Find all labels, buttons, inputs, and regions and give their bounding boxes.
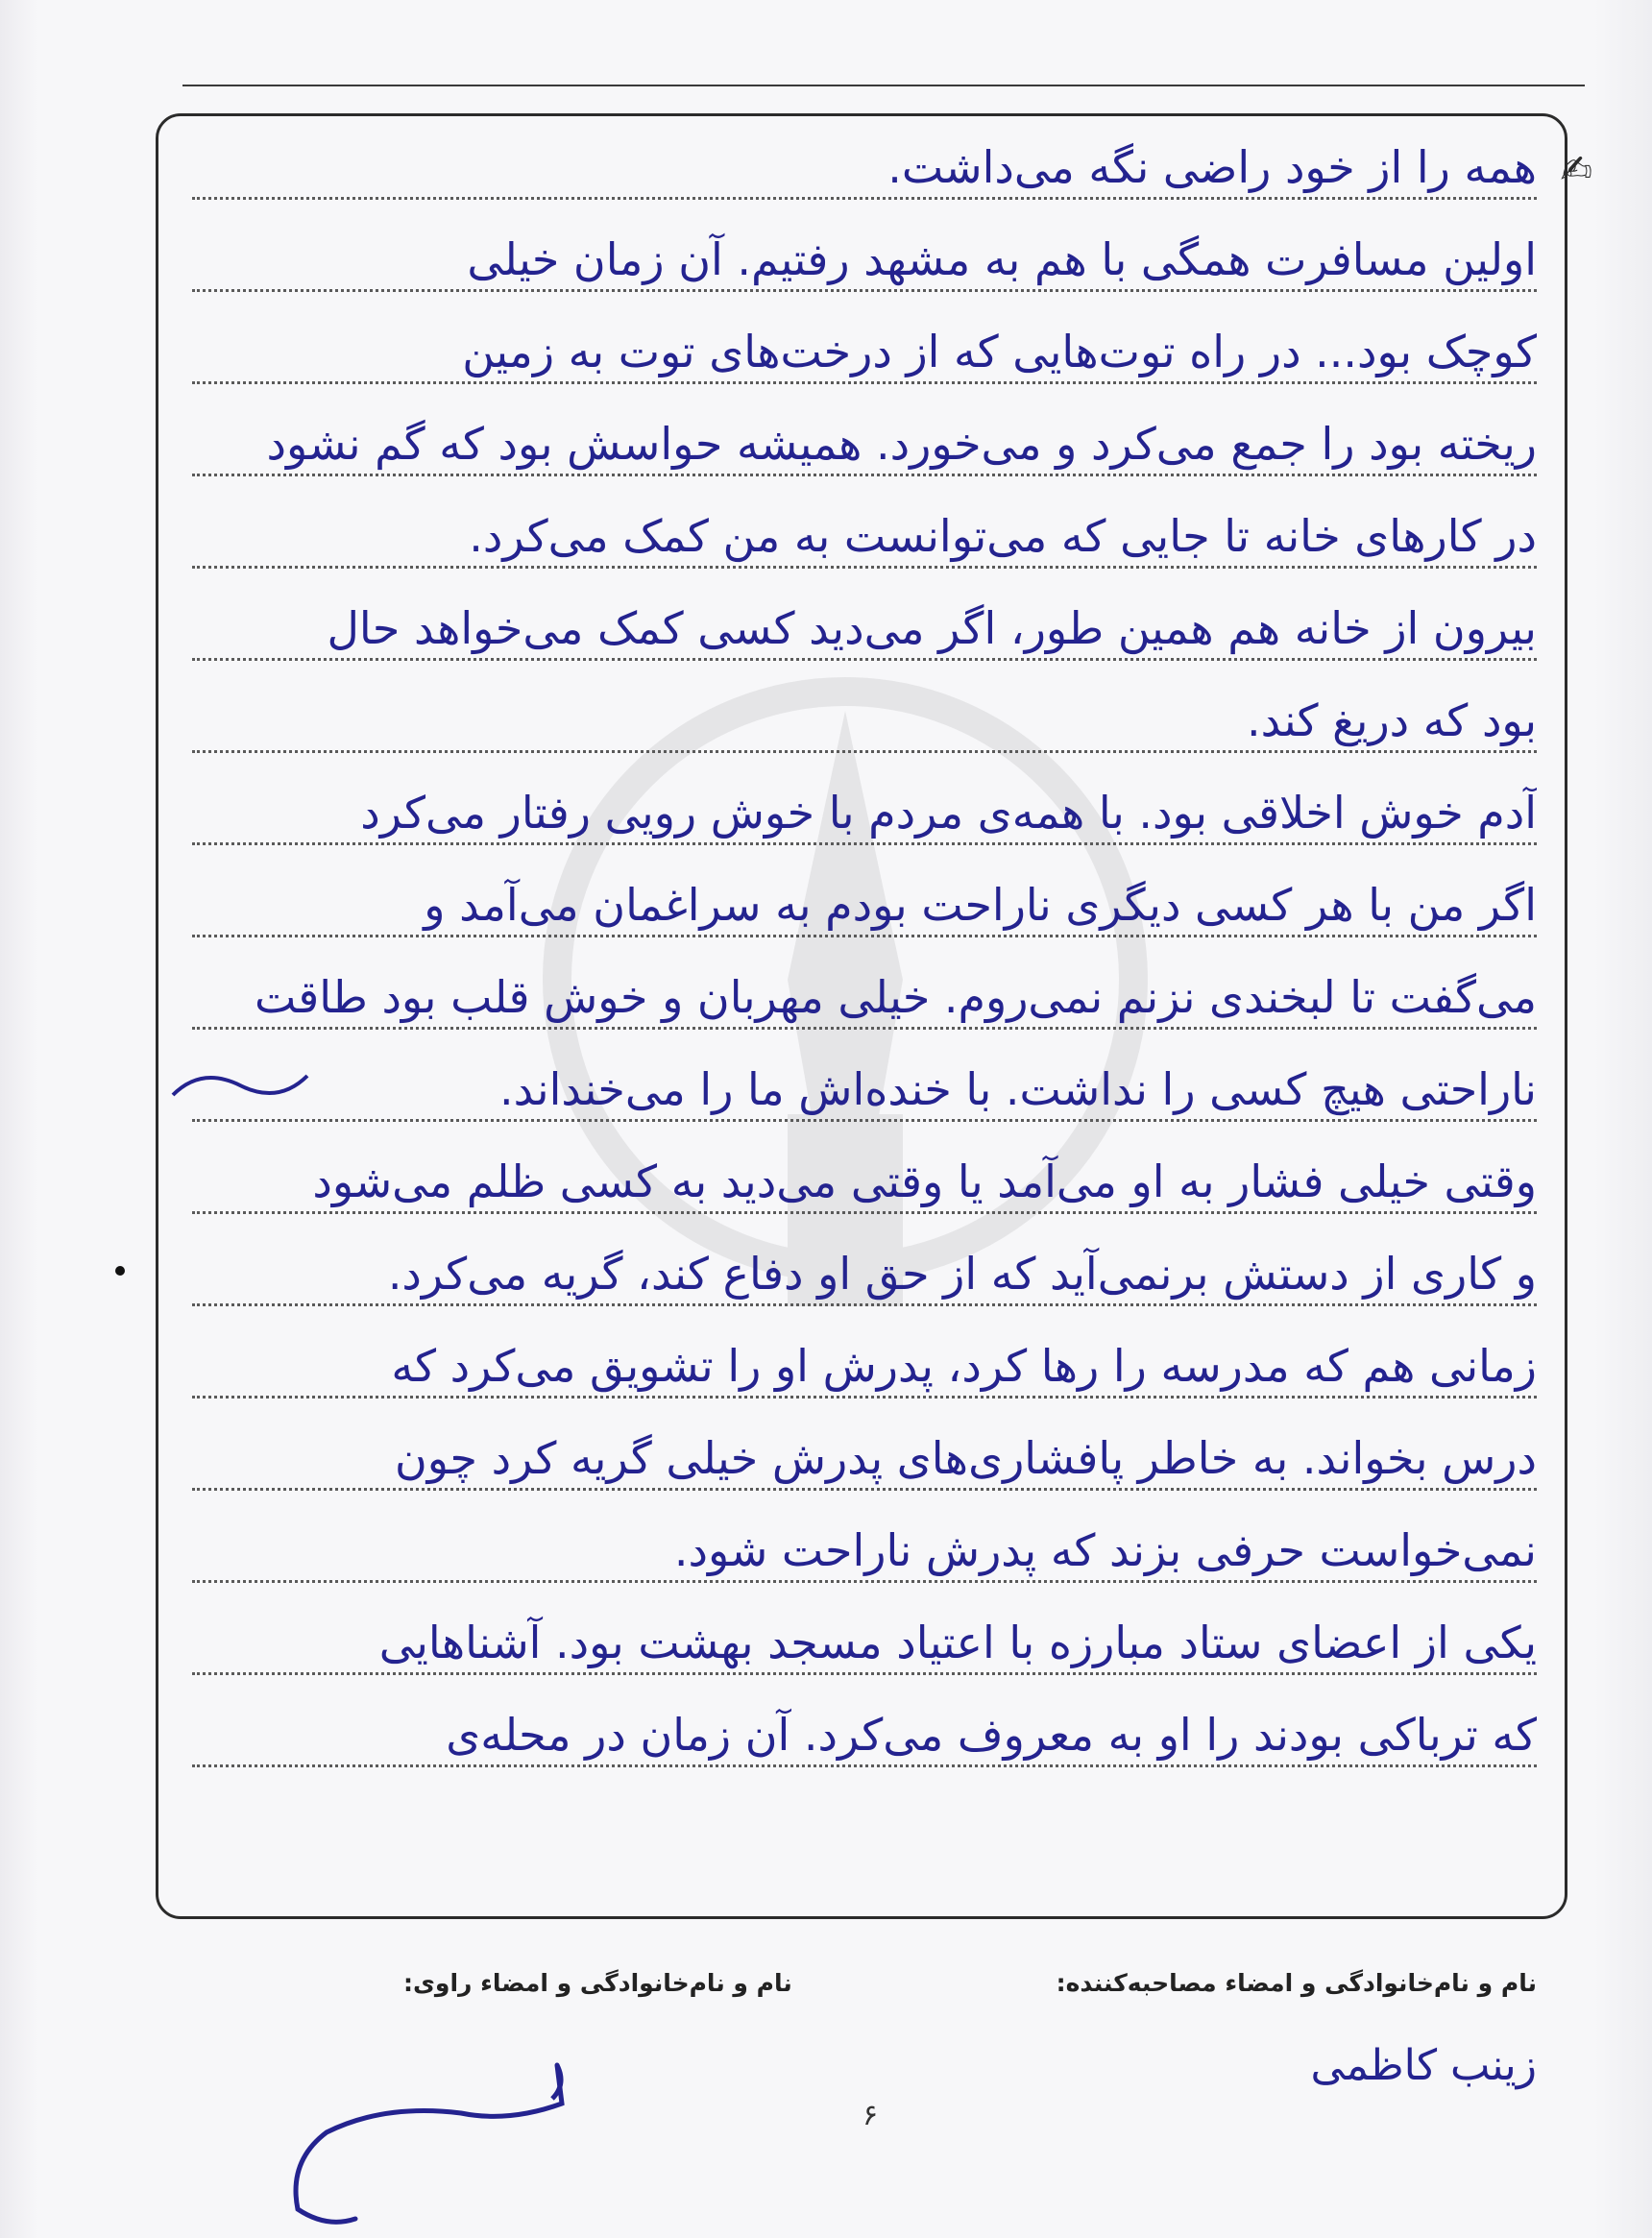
line-text: ریخته بود را جمع می‌کرد و می‌خورد. همیشه حواسش بود که گم نشود: [266, 418, 1537, 470]
text-line-1: [192, 115, 1592, 207]
text-line-14: [192, 1314, 1537, 1406]
top-rule: [182, 85, 1585, 86]
dotted-rule: [192, 658, 1537, 661]
dotted-rule: [192, 1119, 1537, 1122]
line-text: نمی‌خواست حرفی بزند که پدرش ناراحت شود.: [673, 1524, 1537, 1576]
margin-dot: [115, 1266, 125, 1276]
narrator-signature-label: نام و نام‌خانوادگی و امضاء راوی:: [403, 1969, 792, 1997]
dotted-rule: [192, 289, 1537, 292]
margin-scribble: [163, 1057, 317, 1114]
text-line-17: [192, 1591, 1537, 1683]
text-line-13: [192, 1222, 1537, 1314]
line-text: یکی از اعضای ستاد مبارزه با اعتیاد مسجد بهشت بود. آشناهایی: [378, 1617, 1537, 1668]
dotted-rule: [192, 566, 1537, 569]
dotted-rule: [192, 1764, 1537, 1767]
text-line-11: [192, 1037, 1537, 1130]
line-text: زمانی هم که مدرسه را رها کرد، پدرش او را تشویق می‌کرد که: [391, 1340, 1537, 1392]
dotted-rule: [192, 1027, 1537, 1030]
dotted-rule: [192, 935, 1537, 937]
line-text: در کارهای خانه تا جایی که می‌توانست به من کمک می‌کرد.: [469, 510, 1537, 562]
text-line-15: [192, 1406, 1537, 1498]
line-text: بیرون از خانه هم همین طور، اگر می‌دید کسی کمک می‌خواهد حال: [327, 602, 1537, 654]
handwritten-lines: [192, 115, 1592, 1921]
line-text: بود که دریغ کند.: [1246, 694, 1537, 746]
dotted-rule: [192, 1211, 1537, 1214]
page-number: ۶: [862, 2099, 879, 2132]
text-line-9: [192, 853, 1537, 945]
text-line-7: [192, 669, 1537, 761]
pencil-icon: ✍: [1560, 148, 1592, 192]
dotted-rule: [192, 197, 1537, 200]
dotted-rule: [192, 842, 1537, 845]
narrator-signature: [269, 2046, 615, 2238]
text-line-12: [192, 1130, 1537, 1222]
line-text: آدم خوش اخلاقی بود. با همه‌ی مردم با خوش رویی رفتار می‌کرد: [360, 787, 1537, 839]
interviewer-signature-name: زینب کاظمی: [1310, 2041, 1537, 2090]
text-line-6: [192, 576, 1537, 669]
text-line-18: [192, 1683, 1537, 1775]
dotted-rule: [192, 474, 1537, 476]
line-text: ناراحتی هیچ کسی را نداشت. با خنده‌اش ما را می‌خنداند.: [499, 1063, 1537, 1115]
text-line-8: [192, 761, 1537, 853]
text-line-3: [192, 300, 1537, 392]
line-text: می‌گفت تا لبخندی نزنم نمی‌روم. خیلی مهربان و خوش قلب بود طاقت: [255, 971, 1537, 1023]
text-line-4: [192, 392, 1537, 484]
dotted-rule: [192, 1303, 1537, 1306]
text-line-5: [192, 484, 1537, 576]
text-line-16: [192, 1498, 1537, 1591]
line-text: کوچک بود... در راه توت‌هایی که از درخت‌های توت به زمین: [462, 326, 1537, 377]
line-text: که ترباکی بودند را او به معروف می‌کرد. آن زمان در محله‌ی: [446, 1709, 1537, 1761]
interviewer-signature-label: نام و نام‌خانوادگی و امضاء مصاحبه‌کننده:: [1056, 1969, 1537, 1997]
dotted-rule: [192, 1396, 1537, 1399]
line-text: و کاری از دستش برنمی‌آید که از حق او دفاع کند، گریه می‌کرد.: [387, 1248, 1537, 1300]
dotted-rule: [192, 750, 1537, 753]
text-line-10: [192, 945, 1537, 1037]
line-text: وقتی خیلی فشار به او می‌آمد یا وقتی می‌دید به کسی ظلم می‌شود: [312, 1155, 1537, 1207]
dotted-rule: [192, 1672, 1537, 1675]
line-text: درس بخواند. به خاطر پافشاری‌های پدرش خیلی گریه کرد چون: [394, 1432, 1537, 1484]
line-text: همه را از خود راضی نگه می‌داشت.: [887, 141, 1537, 193]
signature-labels: [403, 1969, 1537, 2007]
dotted-rule: [192, 1580, 1537, 1583]
dotted-rule: [192, 1488, 1537, 1491]
text-line-2: [192, 207, 1537, 300]
line-text: اولین مسافرت همگی با هم به مشهد رفتیم. آن زمان خیلی: [467, 233, 1537, 285]
dotted-rule: [192, 381, 1537, 384]
line-text: اگر من با هر کسی دیگری ناراحت بودم به سراغمان می‌آمد و: [424, 879, 1537, 931]
